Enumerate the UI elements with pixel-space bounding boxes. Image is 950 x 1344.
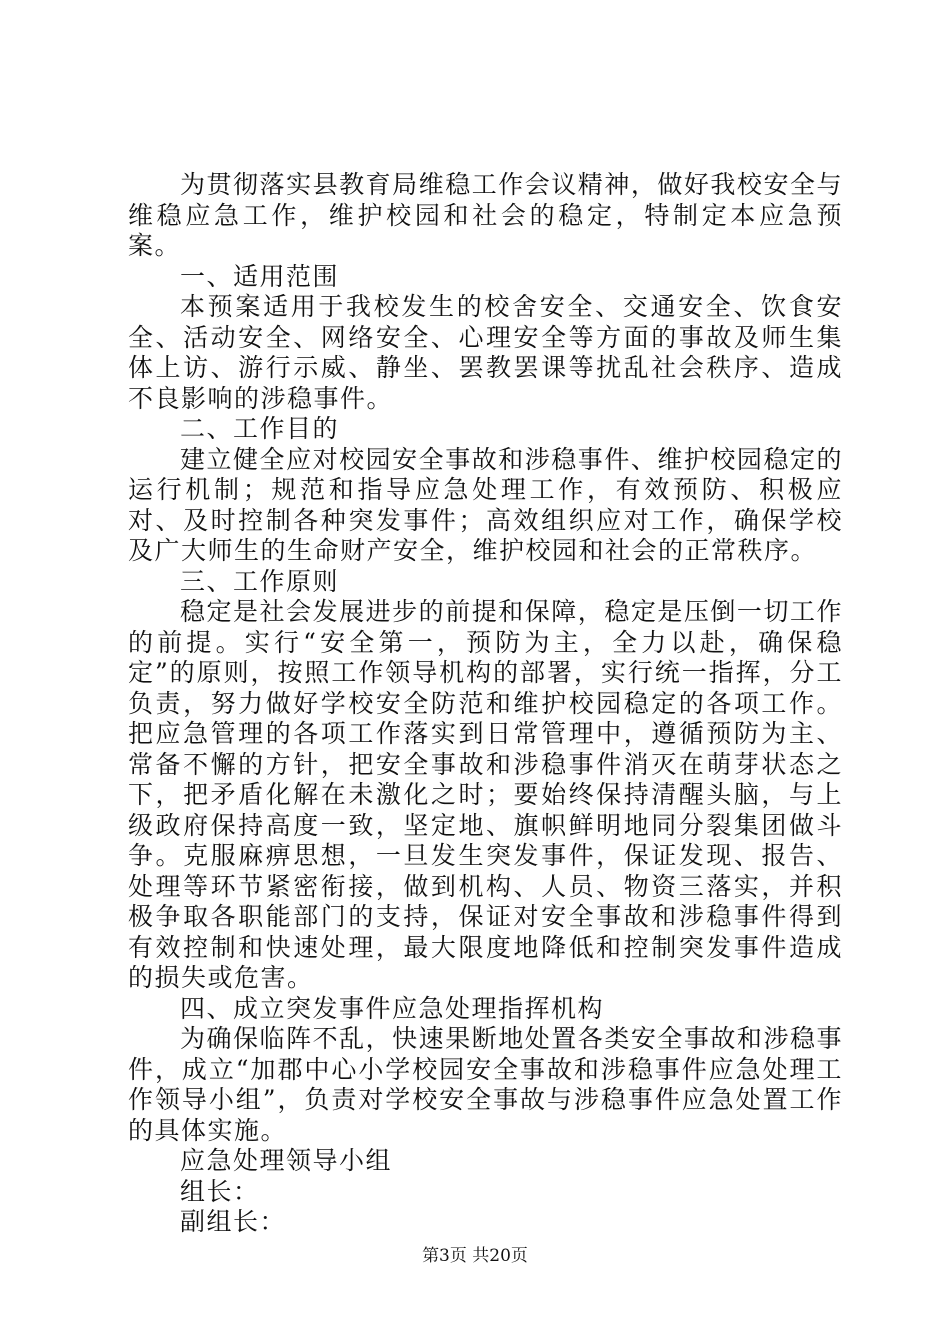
- principles-paragraph: 稳定是社会发展进步的前提和保障，稳定是压倒一切工作的前提。实行“安全第一，预防为主，全力以赴，确保稳定”的原则，按照工作领导机构的部署，实行统一指挥，分工负责，努力做好学校安全防范和维护校园稳定的各项工作。把应急管理的各项工作落实到日常管理中，遵循预防为主、常备不懈的方针，把安全事故和涉稳事件消灭在萌芽状态之下，把矛盾化解在未激化之时；要始终保持清醒头脑，与上级政府保持高度一致，坚定地、旗帜鲜明地同分裂集团做斗争。克服麻痹思想，一旦发生突发事件，保证发现、报告、处理等环节紧密衔接，做到机构、人员、物资三落实，并积极争取各职能部门的支持，保证对安全事故和涉稳事件得到有效控制和快速处理，最大限度地降低和控制突发事件造成的损失或危害。: [128, 597, 843, 992]
- page-footer: 第3页 共20页: [422, 1246, 528, 1266]
- command-paragraph: 为确保临阵不乱，快速果断地处置各类安全事故和涉稳事件，成立“加郡中心小学校园安全事故和涉稳事件应急处理工作领导小组”，负责对学校安全事故与涉稳事件应急处置工作的具体实施。: [128, 1024, 843, 1145]
- section-heading-purpose: 二、工作目的: [180, 414, 340, 443]
- deputy-leader-line: 副组长：: [180, 1207, 287, 1236]
- leadership-group-heading: 应急处理领导小组: [180, 1146, 393, 1175]
- section-heading-scope: 一、适用范围: [180, 261, 340, 291]
- group-leader-line: 组长：: [180, 1176, 260, 1206]
- section-heading-command: 四、成立突发事件应急处理指挥机构: [180, 993, 605, 1023]
- intro-paragraph: 为贯彻落实县教育局维稳工作会议精神，做好我校安全与维稳应急工作，维护校园和社会的稳定，特制定本应急预案。: [128, 170, 843, 260]
- purpose-paragraph: 建立健全应对校园安全事故和涉稳事件、维护校园稳定的运行机制；规范和指导应急处理工作，有效预防、积极应对、及时控制各种突发事件；高效组织应对工作，确保学校及广大师生的生命财产安全，维护校园和社会的正常秩序。: [128, 444, 843, 565]
- section-heading-principles: 三、工作原则: [180, 566, 340, 596]
- document-body: [128, 170, 843, 1238]
- scope-paragraph: 本预案适用于我校发生的校舍安全、交通安全、饮食安全、活动安全、网络安全、心理安全等方面的事故及师生集体上访、游行示威、静坐、罢教罢课等扰乱社会秩序、造成不良影响的涉稳事件。: [128, 292, 843, 413]
